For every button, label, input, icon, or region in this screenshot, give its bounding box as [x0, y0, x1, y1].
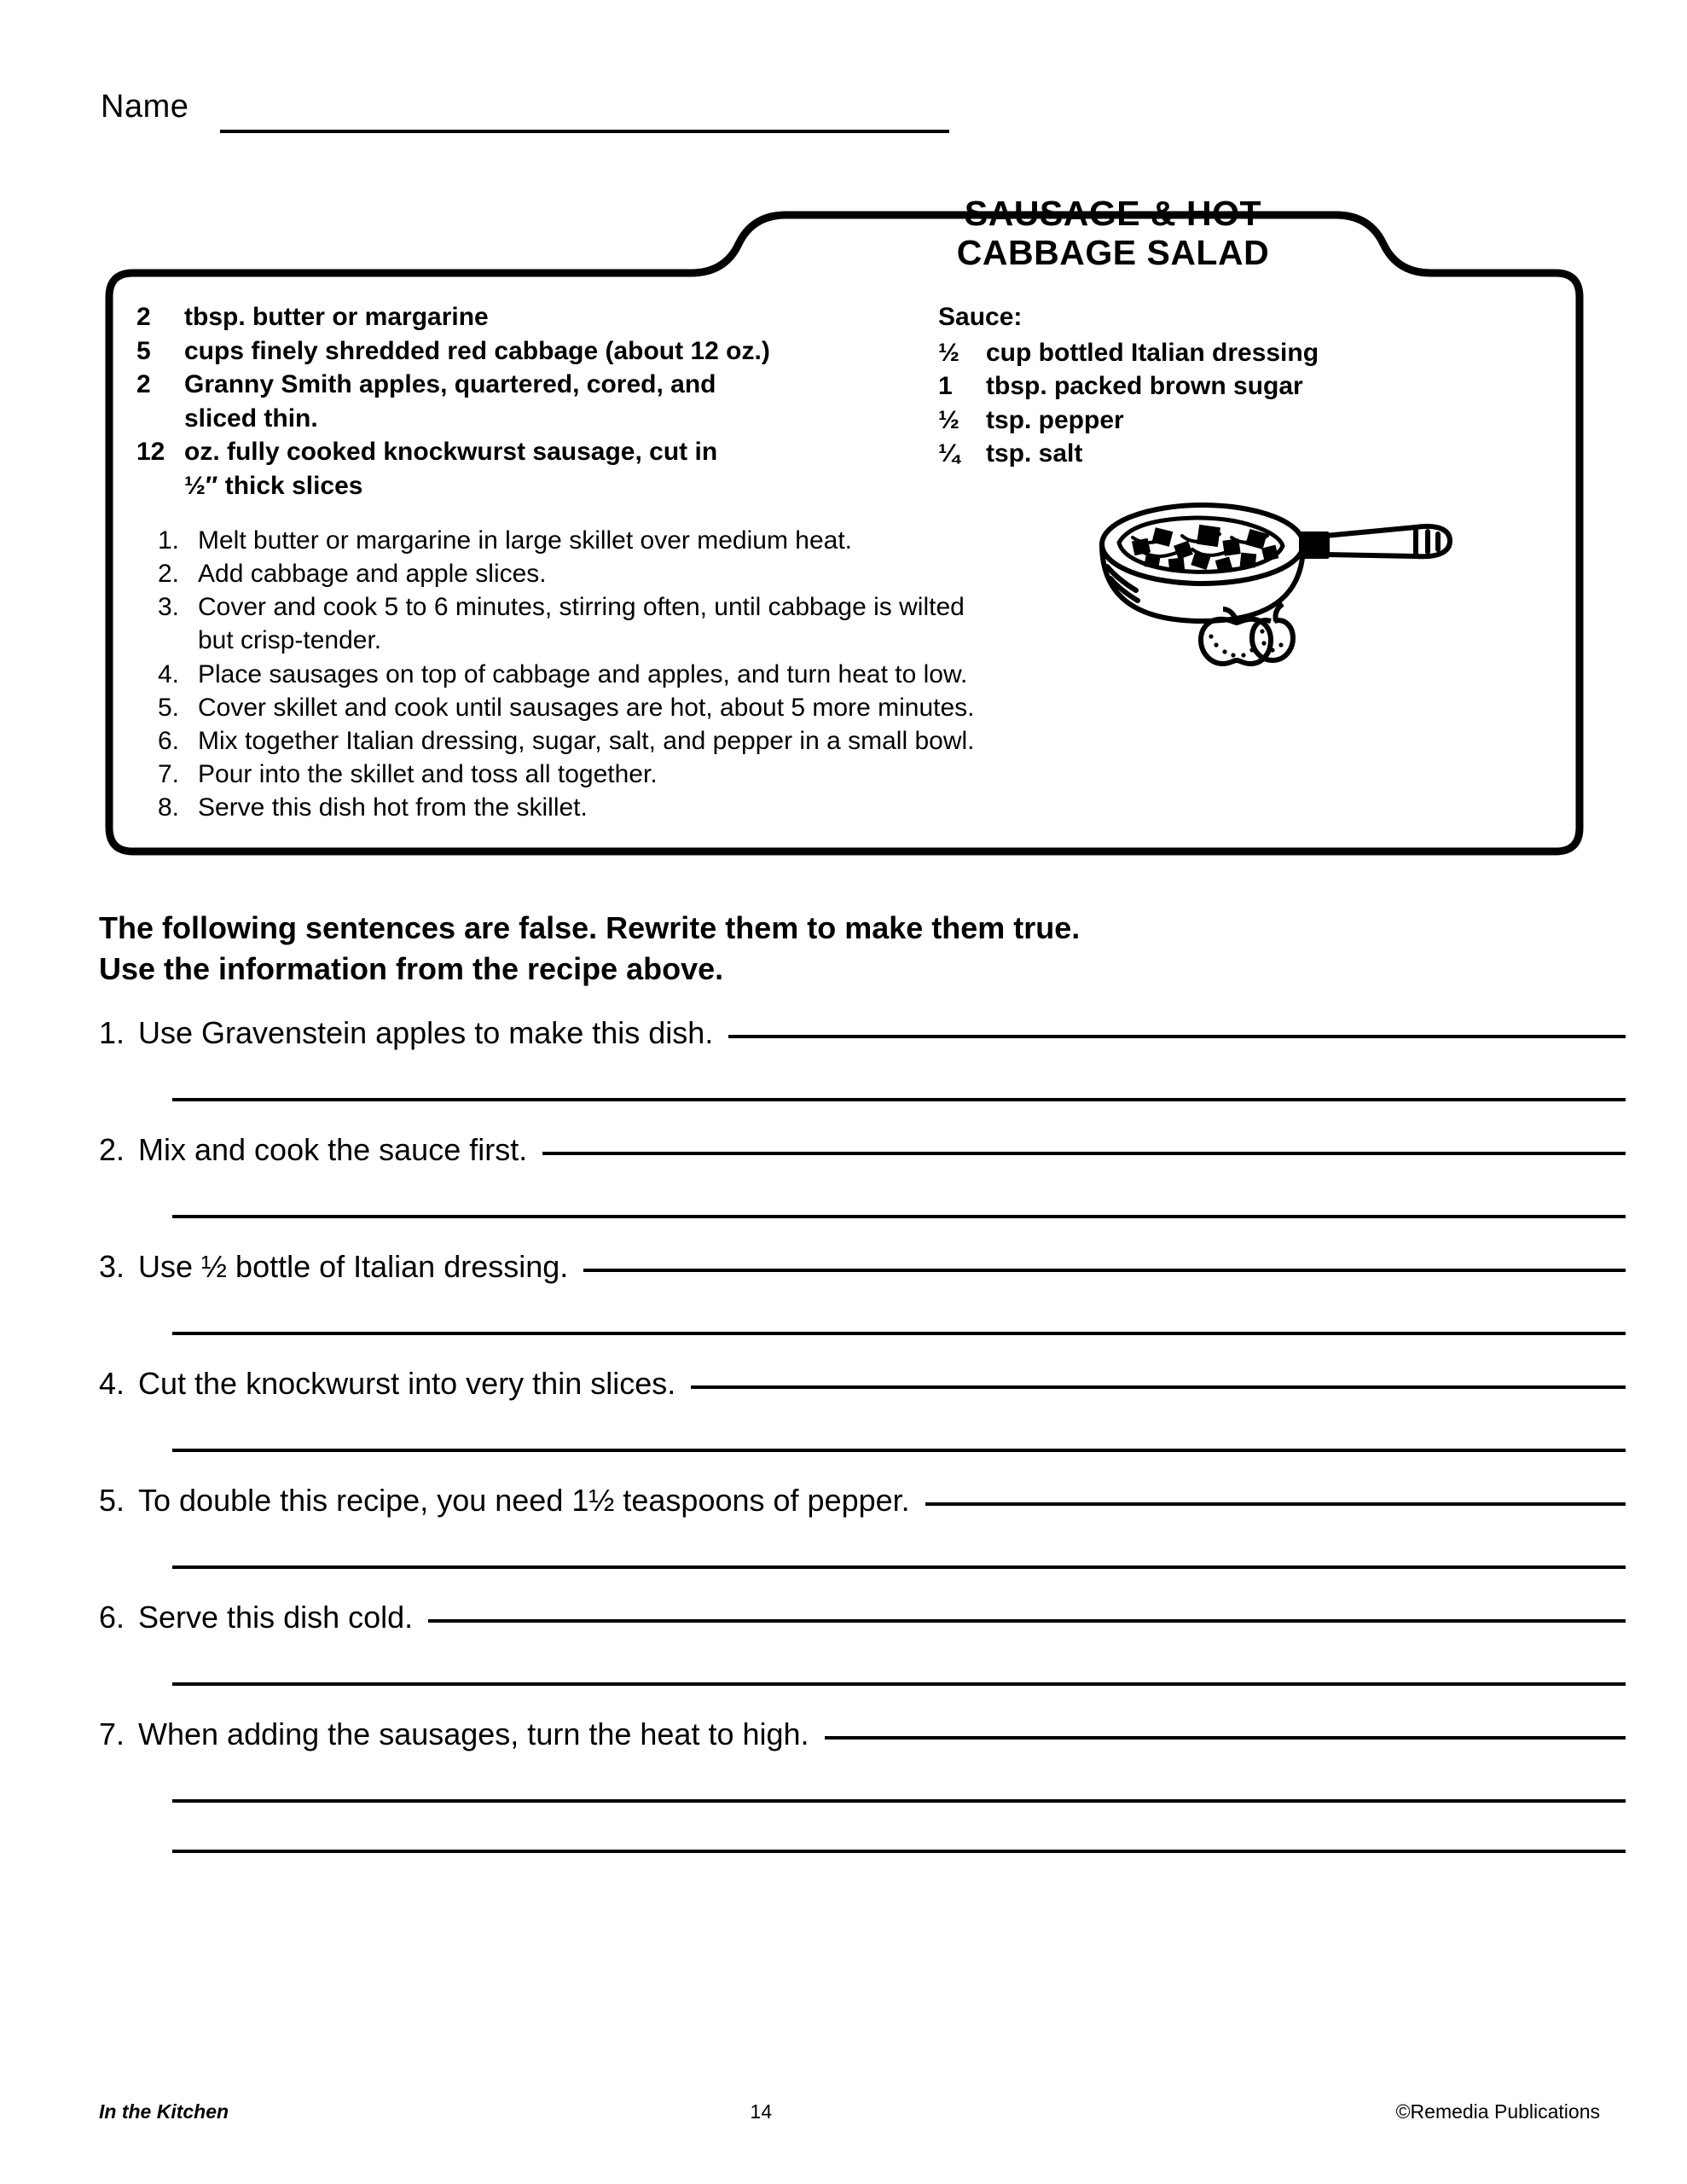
question-item: [99, 1249, 1626, 1335]
question-number: 4.: [99, 1366, 125, 1401]
question-text: When adding the sausages, turn the heat to high.: [138, 1716, 809, 1751]
question-item: [99, 1015, 1626, 1101]
step-number: 8.: [157, 793, 179, 822]
question-number: 7.: [99, 1716, 125, 1751]
ingredient-text: tbsp. packed brown sugar: [986, 372, 1303, 401]
answer-line[interactable]: [172, 1849, 1626, 1853]
answer-line[interactable]: [542, 1151, 1626, 1155]
answer-line[interactable]: [583, 1268, 1626, 1272]
question-number: 6.: [99, 1600, 125, 1635]
question-number: 1.: [99, 1015, 125, 1050]
ingredient-quantity: 2: [136, 370, 151, 399]
ingredients-main-column: [136, 300, 887, 503]
step-number: 2.: [157, 560, 179, 589]
ingredient-text: tsp. pepper: [986, 405, 1124, 434]
question-text: Mix and cook the sauce first.: [138, 1132, 528, 1167]
recipe-step-continuation: [135, 624, 1090, 657]
ingredient-text: tsp. salt: [986, 439, 1083, 468]
ingredient-row: [136, 334, 887, 369]
questions-list: [99, 1015, 1626, 1853]
question-row: [99, 1600, 1626, 1635]
recipe-title-line-1: SAUSAGE & HOT: [964, 194, 1262, 233]
step-text: Mix together Italian dressing, sugar, salt, and pepper in a small bowl.: [198, 726, 975, 755]
answer-line[interactable]: [728, 1034, 1626, 1038]
skillet-illustration-icon: [1081, 493, 1474, 681]
question-item: [99, 1716, 1626, 1853]
name-field-row: [101, 89, 971, 140]
recipe-step: [135, 524, 1090, 557]
footer-book-title: In the Kitchen: [99, 2100, 229, 2123]
step-text: Cover and cook 5 to 6 minutes, stirring often, until cabbage is wilted: [198, 593, 965, 622]
question-number: 3.: [99, 1249, 125, 1284]
step-text: but crisp-tender.: [198, 626, 382, 655]
sauce-heading: Sauce:: [938, 303, 1023, 331]
question-row: [99, 1483, 1626, 1519]
step-text: Add cabbage and apple slices.: [198, 560, 547, 589]
name-input-line[interactable]: [220, 130, 949, 133]
question-row: [99, 1249, 1626, 1285]
answer-line[interactable]: [825, 1735, 1626, 1740]
ingredient-row: [136, 300, 887, 334]
recipe-step: [135, 791, 1090, 824]
question-row: [99, 1132, 1626, 1168]
step-text: Melt butter or margarine in large skillet over medium heat.: [198, 526, 852, 555]
step-number: 3.: [157, 593, 179, 622]
recipe-step: [135, 557, 1090, 590]
answer-line[interactable]: [172, 1682, 1626, 1686]
ingredient-text: sliced thin.: [184, 404, 318, 433]
answer-line[interactable]: [172, 1565, 1626, 1569]
answer-line[interactable]: [172, 1798, 1626, 1803]
recipe-step: [135, 658, 1090, 691]
step-text: Serve this dish hot from the skillet.: [198, 793, 588, 822]
footer-page-number: 14: [750, 2100, 773, 2123]
footer-copyright: ©Remedia Publications: [1395, 2100, 1600, 2123]
ingredients-section: [136, 300, 1535, 503]
question-item: [99, 1366, 1626, 1452]
question-text: Use Gravenstein apples to make this dish.: [138, 1015, 714, 1050]
ingredient-text: cup bottled Italian dressing: [986, 338, 1319, 367]
step-text: Place sausages on top of cabbage and apples, and turn heat to low.: [198, 659, 968, 688]
recipe-title-line-2: CABBAGE SALAD: [956, 232, 1270, 272]
name-label: Name: [101, 89, 189, 125]
step-number: 4.: [157, 659, 179, 688]
sauce-ingredient-row: [938, 404, 1467, 438]
ingredient-text: ½″ thick slices: [184, 471, 363, 500]
ingredient-row-continuation: [136, 402, 887, 436]
sauce-ingredient-row: [938, 336, 1467, 370]
ingredient-row: [136, 368, 887, 402]
recipe-step: [135, 758, 1090, 791]
directions-text: [99, 908, 1464, 990]
recipe-step: [135, 590, 1090, 624]
answer-line[interactable]: [428, 1618, 1626, 1623]
question-row: [99, 1366, 1626, 1402]
step-number: 7.: [157, 759, 179, 788]
ingredient-row: [136, 435, 887, 469]
answer-line[interactable]: [691, 1385, 1626, 1389]
directions-line-2: Use the information from the recipe above.: [99, 950, 724, 986]
directions-line-1: The following sentences are false. Rewrite them to make them true.: [99, 910, 1081, 945]
question-item: [99, 1132, 1626, 1218]
step-number: 5.: [157, 693, 179, 722]
answer-line[interactable]: [172, 1448, 1626, 1452]
step-text: Pour into the skillet and toss all together.: [198, 759, 658, 788]
ingredient-text: Granny Smith apples, quartered, cored, and: [184, 370, 716, 399]
recipe-step: [135, 724, 1090, 758]
answer-line[interactable]: [172, 1214, 1626, 1218]
ingredient-text: oz. fully cooked knockwurst sausage, cut in: [184, 438, 718, 467]
question-text: Serve this dish cold.: [138, 1600, 414, 1635]
answer-line[interactable]: [172, 1331, 1626, 1335]
recipe-step: [135, 691, 1090, 724]
page-footer: [99, 2100, 1600, 2123]
ingredients-sauce-column: [938, 300, 1467, 503]
ingredient-quantity: 1: [938, 372, 953, 401]
ingredient-quantity: 12: [136, 438, 165, 467]
ingredient-quantity: ¼: [938, 439, 960, 468]
question-number: 5.: [99, 1483, 125, 1518]
ingredient-quantity: ½: [938, 338, 960, 367]
question-text: Use ½ bottle of Italian dressing.: [138, 1249, 569, 1284]
ingredient-quantity: 2: [136, 303, 151, 331]
ingredient-quantity: 5: [136, 336, 151, 365]
recipe-title: [861, 195, 1365, 273]
question-text: Cut the knockwurst into very thin slices.: [138, 1366, 676, 1401]
question-item: [99, 1600, 1626, 1686]
question-row: [99, 1716, 1626, 1752]
ingredient-text: cups finely shredded red cabbage (about 12 oz.): [184, 336, 770, 365]
sauce-ingredient-row: [938, 369, 1467, 404]
sauce-ingredient-row: [938, 437, 1467, 471]
question-item: [99, 1483, 1626, 1569]
question-text: To double this recipe, you need 1½ teaspoons of pepper.: [138, 1483, 910, 1518]
step-number: 6.: [157, 726, 179, 755]
ingredient-quantity: ½: [938, 405, 960, 434]
ingredient-row-continuation: [136, 469, 887, 503]
answer-line[interactable]: [925, 1502, 1626, 1506]
answer-line[interactable]: [172, 1097, 1626, 1101]
recipe-steps-list: [135, 524, 1090, 824]
question-number: 2.: [99, 1132, 125, 1167]
step-text: Cover skillet and cook until sausages are hot, about 5 more minutes.: [198, 693, 975, 722]
step-number: 1.: [157, 526, 179, 555]
question-row: [99, 1015, 1626, 1051]
ingredient-text: tbsp. butter or margarine: [184, 303, 489, 331]
